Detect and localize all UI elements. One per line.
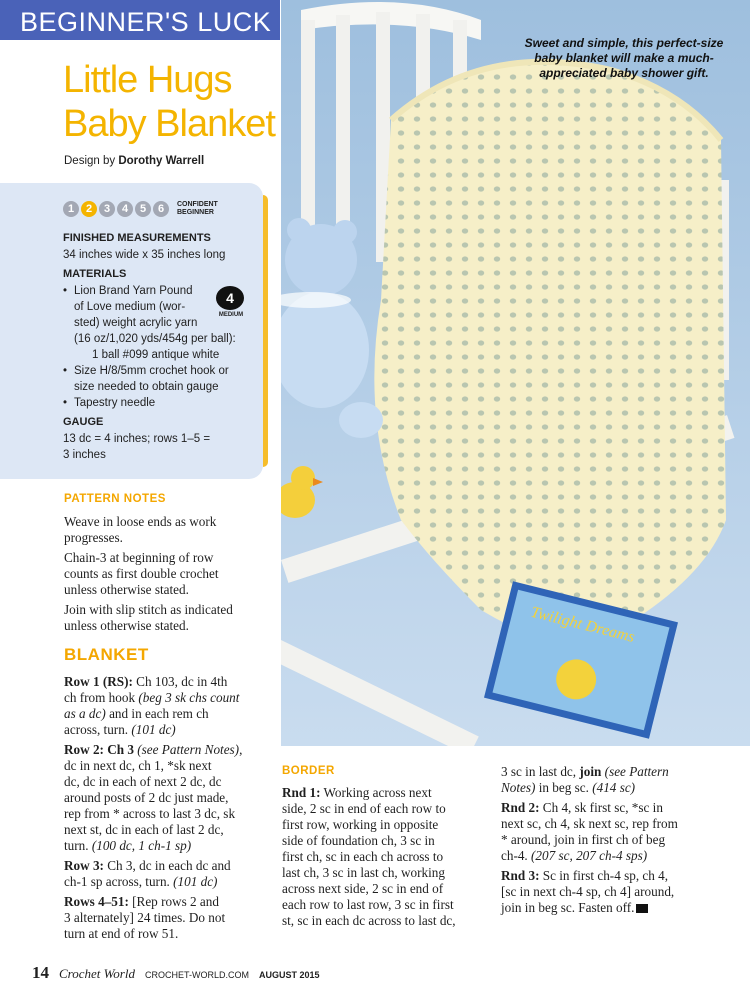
row1-text: across, turn. [64, 722, 132, 737]
rnd1-note: Notes) [501, 780, 536, 795]
pattern-title-line1: Little Hugs [63, 59, 232, 101]
pattern-note-line: unless otherwise stated. [64, 618, 189, 633]
row1-text: and in each rem ch [105, 706, 209, 721]
rnd3-label: Rnd 3: [501, 868, 540, 883]
rnd1-count: (414 sc) [592, 780, 636, 795]
pattern-note-line: counts as first double crochet [64, 566, 219, 581]
row1-line4 [64, 722, 176, 738]
finished-text: 34 inches wide x 35 inches long [63, 249, 226, 261]
material-line: 1 ball #099 antique white [92, 349, 220, 361]
pattern-note-line: Join with slip stitch as indicated [64, 602, 233, 617]
row2-line-last [64, 838, 191, 854]
rows4-line2: 3 alternately] 24 times. Do not [64, 910, 226, 925]
gauge-line1: 13 dc = 4 inches; rows 1–5 = [63, 433, 211, 445]
material-line: sted) weight acrylic yarn [74, 317, 198, 329]
pattern-note-line: unless otherwise stated. [64, 582, 189, 597]
rows4-label: Rows 4–51: [64, 894, 129, 909]
material-line: Size H/8/5mm crochet hook or [74, 365, 229, 377]
row3-line1 [64, 858, 231, 874]
rnd3-text: Sc in first ch-4 sp, ch 4, [539, 868, 669, 883]
pattern-note-line: Chain-3 at beginning of row [64, 550, 214, 565]
rnd2-line: * around, join in first ch of beg [501, 832, 666, 847]
yarn-weight-icon [214, 286, 248, 322]
caption-line: appreciated baby shower gift. [539, 66, 709, 80]
pattern-title-line2: Baby Blanket [63, 103, 275, 145]
material-item: • Tapestry needle [63, 397, 156, 409]
rows4-text: [Rep rows 2 and [128, 894, 219, 909]
rnd1-text: Working across next [320, 785, 432, 800]
blanket-photo [281, 0, 750, 746]
rnd2-text: Ch 4, sk first sc, *sc in [539, 800, 663, 815]
row1-note: (beg 3 sk chs count [138, 690, 240, 705]
gauge-line2: 3 inches [63, 449, 106, 461]
materials-heading: MATERIALS [63, 268, 127, 280]
designer-label: Design by [64, 155, 116, 167]
rnd2-line: next sc, ch 4, sk next sc, rep from [501, 816, 678, 831]
rnd2-label: Rnd 2: [501, 800, 540, 815]
row2-count: (100 dc, 1 ch-1 sp) [91, 838, 192, 853]
row1-label: Row 1 (RS): [64, 674, 133, 689]
pattern-notes-heading: PATTERN NOTES [64, 493, 166, 505]
row2-line: around posts of 2 dc just made, [64, 790, 229, 805]
rnd3-line: [sc in next ch-4 sp, ch 4] around, [501, 884, 675, 899]
row3-count: (101 dc) [173, 874, 218, 889]
rnd1-line1 [282, 785, 432, 801]
yarn-weight-number: 4 [216, 286, 244, 310]
material-line: (16 oz/1,020 yds/454g per ball): [74, 333, 236, 345]
page-footer [32, 963, 320, 983]
material-line: Tapestry needle [74, 397, 156, 409]
rows4-line3: turn at end of row 51. [64, 926, 179, 941]
row3-text: ch-1 sp across, turn. [64, 874, 174, 889]
pattern-note-line: Weave in loose ends as work [64, 514, 217, 529]
rnd1-line: st, sc in each dc across to last dc, [282, 913, 456, 928]
rnd1-text: in beg sc. [535, 780, 593, 795]
row3-text: Ch 3, dc in each dc and [103, 858, 231, 873]
row2-text: turn. [64, 838, 92, 853]
rnd1-cont-line1 [501, 764, 669, 780]
material-item: • Lion Brand Yarn Pound [63, 285, 193, 297]
skill-level-4: 4 [117, 201, 133, 217]
crib-scene-illustration [281, 0, 750, 746]
skill-level-1: 1 [63, 201, 79, 217]
end-of-pattern-icon [636, 904, 648, 913]
row3-label: Row 3: [64, 858, 104, 873]
photo-caption [508, 36, 740, 81]
yarn-weight-label: MEDIUM [218, 312, 244, 318]
issue-date: AUGUST 2015 [258, 970, 320, 980]
border-heading: BORDER [282, 765, 335, 777]
rnd1-line: across next side, 2 sc in end of [282, 881, 444, 896]
rnd1-line: first row, working in opposite [282, 817, 439, 832]
magazine-website: CROCHET-WORLD.COM [144, 970, 249, 980]
blanket-heading: BLANKET [64, 645, 149, 664]
row2-label: Row 2: Ch 3 [64, 742, 134, 757]
row2-line: dc, dc in each of next 2 dc, dc [64, 774, 222, 789]
material-line: Lion Brand Yarn Pound [74, 285, 193, 297]
row2-text: , [239, 742, 243, 757]
row2-line1 [64, 742, 242, 758]
material-item: • Size H/8/5mm crochet hook or [63, 365, 229, 377]
gauge-heading: GAUGE [63, 416, 104, 428]
rnd3-line-last [501, 900, 648, 916]
row1-line2 [64, 690, 239, 706]
rnd1-line: side of foundation ch, 3 sc in [282, 833, 435, 848]
page-number: 14 [32, 963, 49, 982]
pattern-note-line: progresses. [64, 530, 123, 545]
row2-line: dc in next dc, ch 1, *sk next [64, 758, 212, 773]
rnd2-line1 [501, 800, 663, 816]
row2-line: next st, dc in each of last 2 dc, [64, 822, 224, 837]
rnd2-count: (207 sc, 207 ch-4 sps) [531, 848, 648, 863]
rnd1-line: first ch, sc in each ch across to [282, 849, 444, 864]
row1-text: Ch 103, dc in 4th [132, 674, 228, 689]
material-line: of Love medium (wor- [74, 301, 186, 313]
magazine-name: Crochet World [59, 966, 135, 981]
join-term: join [579, 764, 602, 779]
section-label: BEGINNER'S LUCK [20, 7, 272, 37]
rnd1-line: side, 2 sc in end of each row to [282, 801, 446, 816]
material-line: size needed to obtain gauge [74, 381, 219, 393]
row1-count: (101 dc) [131, 722, 176, 737]
rnd2-line-last [501, 848, 647, 864]
skill-level-label-1: CONFIDENT [177, 201, 218, 208]
skill-level [63, 200, 218, 218]
row1-line3 [64, 706, 209, 722]
skill-level-2-active: 2 [81, 201, 97, 217]
rows4-line1 [64, 894, 219, 910]
row3-line2 [64, 874, 217, 890]
info-panel-accent [263, 195, 268, 467]
caption-line: Sweet and simple, this perfect-size [524, 36, 724, 50]
finished-heading: FINISHED MEASUREMENTS [63, 232, 211, 244]
row1-note: as a dc) [64, 706, 106, 721]
rnd1-cont-line2 [501, 780, 635, 796]
row2-note: (see Pattern Notes) [133, 742, 240, 757]
skill-level-6: 6 [153, 201, 169, 217]
rnd1-line: each row to last row, 3 sc in first [282, 897, 454, 912]
designer-credit [64, 155, 204, 167]
skill-level-5: 5 [135, 201, 151, 217]
row1-text: ch from hook [64, 690, 139, 705]
skill-level-label [177, 201, 218, 217]
rnd1-note: (see Pattern [601, 764, 669, 779]
caption-line: baby blanket will make a much- [534, 51, 714, 65]
row1-line1 [64, 674, 227, 690]
rnd3-line1 [501, 868, 668, 884]
row2-line: rep from * across to last 3 dc, sk [64, 806, 236, 821]
skill-level-label-2: BEGINNER [177, 209, 214, 216]
rnd3-text: join in beg sc. Fasten off. [501, 900, 635, 915]
book-title: Twilight Dreams [529, 603, 637, 646]
rnd1-line: last ch, 3 sc in last ch, working [282, 865, 445, 880]
rnd1-label: Rnd 1: [282, 785, 321, 800]
designer-name: Dorothy Warrell [118, 155, 205, 167]
skill-level-3: 3 [99, 201, 115, 217]
rnd2-text: ch-4. [501, 848, 532, 863]
rnd1-text: 3 sc in last dc, [501, 764, 580, 779]
